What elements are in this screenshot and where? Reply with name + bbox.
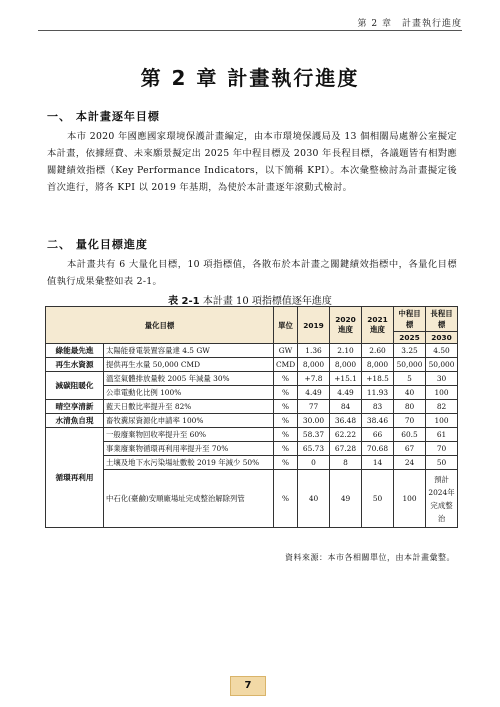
running-header: 第 2 章 計畫執行進度 (357, 19, 462, 29)
indicator-cell: 藍天日數比率提升至 82% (104, 400, 274, 414)
indicator-cell: 土壤及地下水污染場址數較 2019 年減少 50% (104, 456, 274, 470)
value-2019: 1.36 (298, 344, 330, 358)
category-cell: 再生水資源 (46, 358, 104, 372)
value-2021: 14 (362, 456, 394, 470)
category-cell: 水清魚自現 (46, 414, 104, 428)
value-2025: 5 (394, 372, 426, 386)
unit-cell: % (274, 372, 298, 386)
value-2030: 82 (426, 400, 458, 414)
value-2020: 36.48 (330, 414, 362, 428)
value-2025: 70 (394, 414, 426, 428)
table-row (46, 414, 458, 428)
value-2030: 50 (426, 456, 458, 470)
header-2025: 2025 (394, 332, 426, 344)
value-2019: 65.73 (298, 442, 330, 456)
value-2021: +18.5 (362, 372, 394, 386)
category-cell: 晴空享清新 (46, 400, 104, 414)
value-2019: 30.00 (298, 414, 330, 428)
value-2025: 100 (394, 470, 426, 528)
value-2025: 60.5 (394, 428, 426, 442)
value-2020: 84 (330, 400, 362, 414)
indicator-cell: 一般廢棄物回收率提升至 60% (104, 428, 274, 442)
unit-cell: % (274, 400, 298, 414)
indicator-cell: 中石化(臺鹼)安順廠場址完成整治解除列管 (104, 470, 274, 528)
indicator-cell: 提供再生水量 50,000 CMD (104, 358, 274, 372)
unit-cell: CMD (274, 358, 298, 372)
value-2025: 67 (394, 442, 426, 456)
header-2019: 2019 (298, 307, 330, 344)
section-heading-2: 二、 量化目標進度 (47, 238, 148, 251)
unit-cell: GW (274, 344, 298, 358)
unit-cell: % (274, 470, 298, 528)
value-2021: 2.60 (362, 344, 394, 358)
value-2019: +7.8 (298, 372, 330, 386)
value-2030: 4.50 (426, 344, 458, 358)
category-cell: 減碳阻暖化 (46, 372, 104, 400)
value-2020: 62.22 (330, 428, 362, 442)
table-row (46, 358, 458, 372)
value-2019: 4.49 (298, 386, 330, 400)
value-2021: 11.93 (362, 386, 394, 400)
section-paragraph-1: 本市 2020 年國應國家環境保護計畫編定，由本市環境保護局及 13 個相關局處辦公室擬定本計畫，依據經費、未來願景擬定出 2025 年中程目標及 2030 年長程目標，各議題皆有相對應關鍵績效指標（Key Performance Indicators，以下簡稱 KPI）。本次彙整檢討為計畫擬定後首次進行，將各 KPI 以 2019 年基期，為使於本計畫逐年滾動式檢討。 (47, 131, 457, 193)
table-row (46, 428, 458, 442)
value-2020: 8 (330, 456, 362, 470)
value-2030: 100 (426, 386, 458, 400)
unit-cell: % (274, 414, 298, 428)
indicator-cell: 畜牧糞尿資源化申請率 100% (104, 414, 274, 428)
table-row (46, 400, 458, 414)
value-2025: 50,000 (394, 358, 426, 372)
indicator-cell: 太陽能發電裝置容量達 4.5 GW (104, 344, 274, 358)
table-caption-text: 本計畫 10 項指標值逐年進度 (202, 296, 332, 307)
value-2030: 30 (426, 372, 458, 386)
chapter-title: 第 2 章 計畫執行進度 (140, 66, 360, 90)
table-caption (0, 292, 500, 307)
table-row (46, 470, 458, 528)
header-unit: 單位 (274, 307, 298, 344)
header-2021: 2021進度 (362, 307, 394, 344)
value-2021: 70.68 (362, 442, 394, 456)
section-paragraph-2: 本計畫共有 6 大量化目標，10 項指標值，各散布於本計畫之關鍵績效指標中，各量化目標值執行成果彙整如表 2-1。 (47, 259, 457, 287)
value-2030: 100 (426, 414, 458, 428)
indicator-cell: 事業廢棄物循環再利用率提升至 70% (104, 442, 274, 456)
table-row (46, 344, 458, 358)
value-2020: 49 (330, 470, 362, 528)
value-2030: 預計2024年完成整治 (426, 470, 458, 528)
header-mid-term: 中程目標 (394, 307, 426, 332)
value-2021: 66 (362, 428, 394, 442)
header-indicator: 量化目標 (46, 307, 274, 344)
value-2020: +15.1 (330, 372, 362, 386)
value-2021: 50 (362, 470, 394, 528)
value-2025: 24 (394, 456, 426, 470)
indicator-cell: 溫室氣體排放量較 2005 年減量 30% (104, 372, 274, 386)
value-2030: 50,000 (426, 358, 458, 372)
value-2019: 8,000 (298, 358, 330, 372)
value-2020: 2.10 (330, 344, 362, 358)
page-number: 7 (230, 676, 266, 696)
indicator-cell: 公車電動化比例 100% (104, 386, 274, 400)
category-cell: 循環再利用 (46, 428, 104, 528)
unit-cell: % (274, 428, 298, 442)
unit-cell: % (274, 442, 298, 456)
value-2019: 77 (298, 400, 330, 414)
value-2019: 40 (298, 470, 330, 528)
kpi-table (45, 306, 458, 528)
table-row (46, 456, 458, 470)
value-2021: 83 (362, 400, 394, 414)
value-2030: 61 (426, 428, 458, 442)
header-2020: 2020進度 (330, 307, 362, 344)
header-divider (38, 30, 462, 31)
value-2019: 58.37 (298, 428, 330, 442)
value-2020: 8,000 (330, 358, 362, 372)
header-2030: 2030 (426, 332, 458, 344)
section-heading-1: 一、 本計畫逐年目標 (47, 110, 160, 123)
unit-cell: % (274, 386, 298, 400)
value-2025: 80 (394, 400, 426, 414)
table-source-note: 資料來源：本市各相關單位，由本計畫彙整。 (285, 553, 455, 562)
table-row (46, 386, 458, 400)
value-2020: 67.28 (330, 442, 362, 456)
table-row (46, 442, 458, 456)
table-row (46, 372, 458, 386)
value-2020: 4.49 (330, 386, 362, 400)
value-2025: 40 (394, 386, 426, 400)
table-caption-number: 表 2-1 (168, 296, 200, 307)
value-2021: 8,000 (362, 358, 394, 372)
value-2021: 38.46 (362, 414, 394, 428)
unit-cell: % (274, 456, 298, 470)
category-cell: 綠能最先進 (46, 344, 104, 358)
header-long-term: 長程目標 (426, 307, 458, 332)
value-2019: 0 (298, 456, 330, 470)
value-2030: 70 (426, 442, 458, 456)
value-2025: 3.25 (394, 344, 426, 358)
